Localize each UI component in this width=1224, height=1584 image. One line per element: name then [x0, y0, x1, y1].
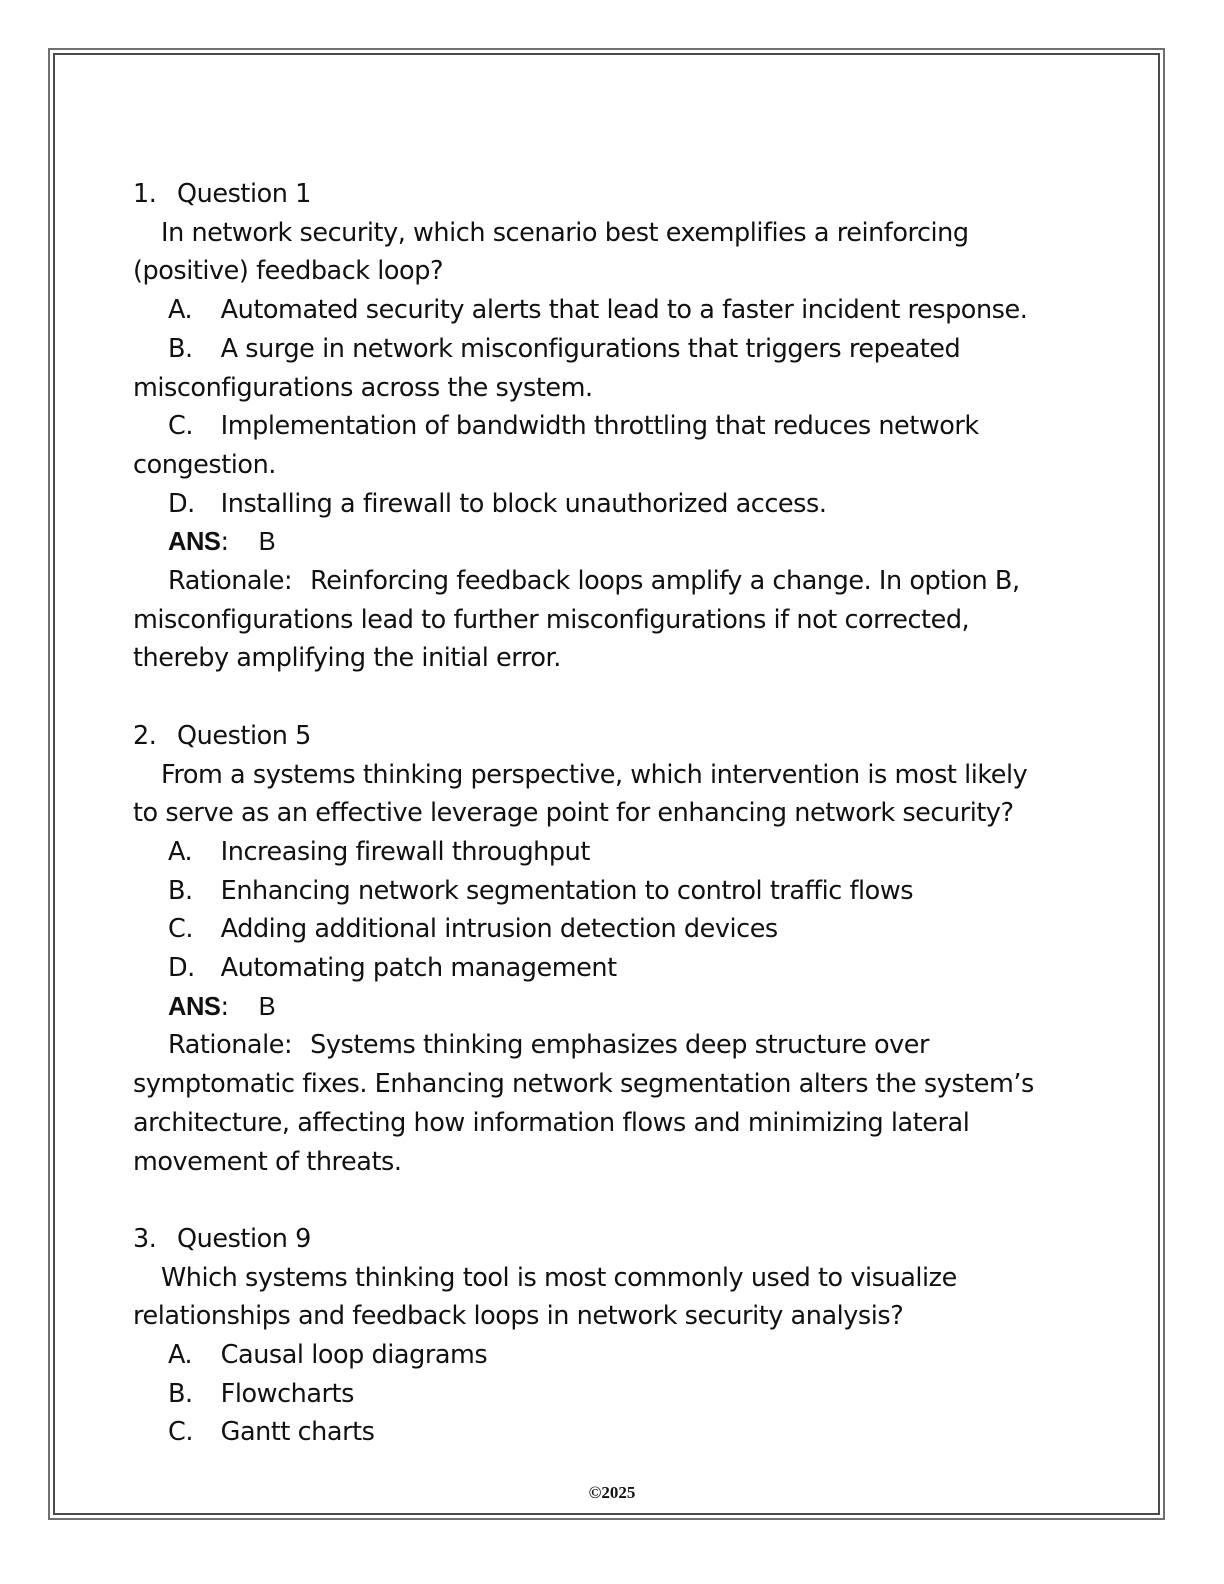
- option-text: Automating patch management: [220, 953, 617, 984]
- option-text: Flowcharts: [220, 1378, 354, 1409]
- answer-label: ANS: [168, 992, 221, 1021]
- rationale-line: architecture, affecting how information flows and minimizing lateral: [133, 1107, 970, 1138]
- option-text: Adding additional intrusion detection devices: [220, 914, 778, 945]
- option-label: A.: [168, 1340, 193, 1371]
- option-text: Implementation of bandwidth throttling that reduces network: [220, 411, 979, 442]
- rationale-line: thereby amplifying the initial error.: [133, 643, 561, 674]
- rationale-label: Rationale:: [168, 1030, 293, 1061]
- question-number: 3.: [133, 1223, 157, 1254]
- rationale-line: Reinforcing feedback loops amplify a change. In option B,: [310, 566, 1020, 597]
- option-text: Gantt charts: [220, 1417, 375, 1448]
- rationale-line: Systems thinking emphasizes deep structure over: [310, 1030, 930, 1061]
- option-label: A.: [168, 836, 193, 867]
- question-stem-continued: (positive) feedback loop?: [133, 256, 444, 287]
- question-stem: In network security, which scenario best exemplifies a reinforcing: [161, 217, 969, 248]
- question-block-1: [133, 175, 1083, 678]
- answer-value: B: [258, 992, 276, 1021]
- question-stem-continued: relationships and feedback loops in network security analysis?: [133, 1301, 904, 1332]
- option-text: Causal loop diagrams: [220, 1340, 488, 1371]
- option-c: [133, 1413, 1083, 1452]
- answer-label: ANS: [168, 528, 221, 557]
- question-title: Question 5: [177, 720, 311, 751]
- option-label: C.: [168, 914, 194, 945]
- question-stem: Which systems thinking tool is most commonly used to visualize: [161, 1262, 957, 1293]
- option-label: A.: [168, 295, 193, 326]
- option-a: [133, 1336, 1083, 1375]
- option-text: Installing a firewall to block unauthorized access.: [220, 488, 827, 519]
- question-stem-continued: to serve as an effective leverage point for enhancing network security?: [133, 798, 1014, 829]
- option-label: C.: [168, 1417, 194, 1448]
- question-heading: [133, 717, 1083, 756]
- rationale-label: Rationale:: [168, 566, 293, 597]
- question-stem: From a systems thinking perspective, which intervention is most likely: [161, 759, 1028, 790]
- option-b: [133, 1375, 1083, 1414]
- option-label: D.: [168, 953, 195, 984]
- answer-line: ANS: B: [133, 988, 1083, 1027]
- option-c: [133, 910, 1083, 949]
- option-text-continued: congestion.: [133, 449, 276, 480]
- rationale-line: misconfigurations lead to further misconfigurations if not corrected,: [133, 604, 970, 635]
- option-d: [133, 485, 1083, 524]
- rationale-line: symptomatic fixes. Enhancing network segmentation alters the system’s: [133, 1069, 1034, 1100]
- question-block-3: [133, 1220, 1083, 1452]
- option-text: A surge in network misconfigurations that triggers repeated: [220, 333, 961, 364]
- question-block-2: [133, 717, 1083, 1181]
- option-b: [133, 330, 1083, 369]
- rationale-line: movement of threats.: [133, 1146, 402, 1177]
- option-label: B.: [168, 333, 193, 364]
- option-c: [133, 407, 1083, 446]
- question-heading: [133, 1220, 1083, 1259]
- option-d: [133, 949, 1083, 988]
- option-label: D.: [168, 488, 195, 519]
- rationale: [133, 1026, 1083, 1065]
- option-text: Automated security alerts that lead to a faster incident response.: [220, 295, 1028, 326]
- rationale: [133, 562, 1083, 601]
- option-a: [133, 291, 1083, 330]
- question-number: 1.: [133, 179, 157, 209]
- document-body: [133, 175, 1083, 1452]
- option-label: C.: [168, 411, 194, 442]
- question-heading: [133, 175, 1083, 214]
- option-text: Enhancing network segmentation to control traffic flows: [220, 875, 914, 906]
- option-text-continued: misconfigurations across the system.: [133, 372, 593, 403]
- option-a: [133, 833, 1083, 872]
- option-b: [133, 872, 1083, 911]
- question-number: 2.: [133, 720, 157, 751]
- answer-value: B: [258, 528, 276, 557]
- question-title: Question 1: [177, 179, 311, 209]
- option-label: B.: [168, 1378, 193, 1409]
- question-title: Question 9: [177, 1223, 311, 1254]
- copyright-footer: ©2025: [588, 1483, 636, 1502]
- option-text: Increasing firewall throughput: [220, 836, 590, 867]
- option-label: B.: [168, 875, 193, 906]
- answer-line: ANS: B: [133, 523, 1083, 562]
